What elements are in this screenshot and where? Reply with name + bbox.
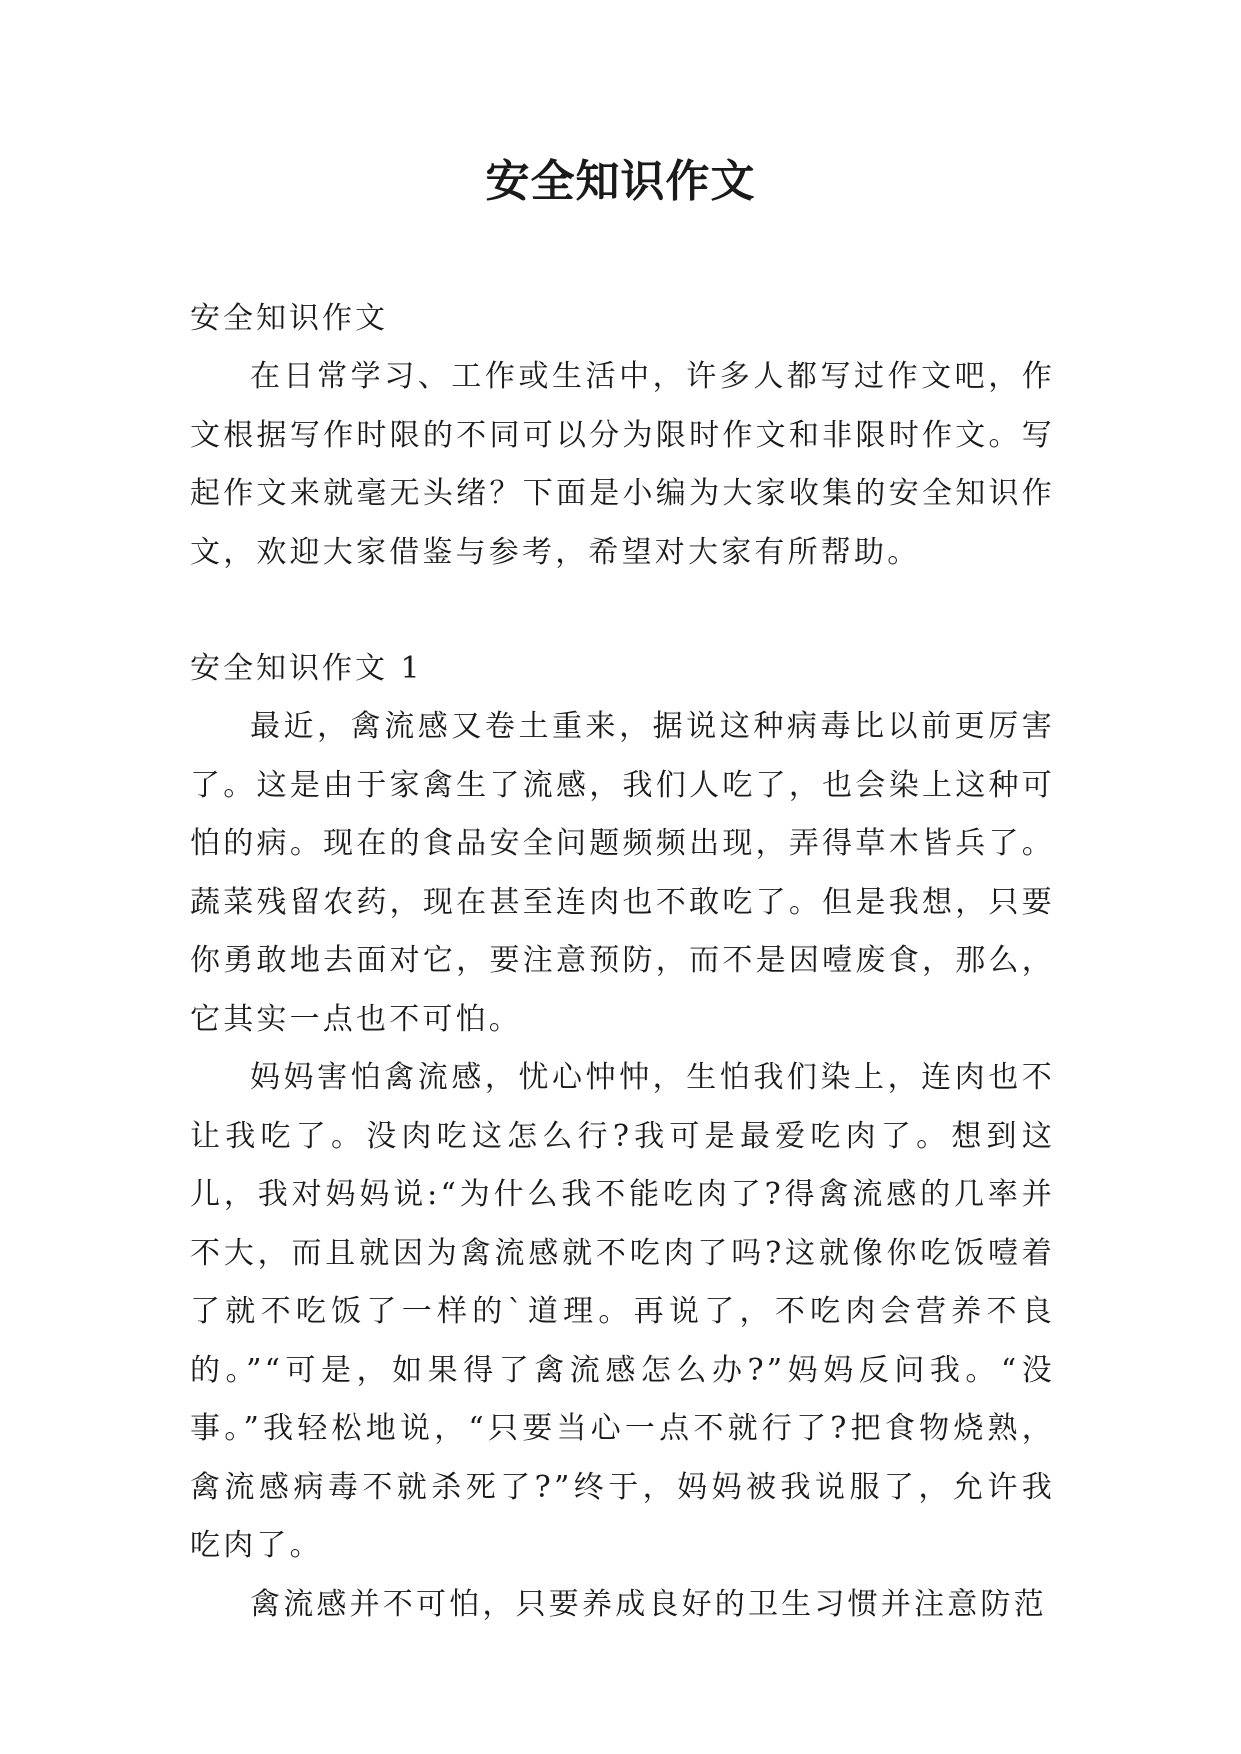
section-spacer bbox=[190, 582, 1055, 640]
section1-paragraph-2: 妈妈害怕禽流感，忧心忡忡，生怕我们染上，连肉也不让我吃了。没肉吃这怎么行?我可是最爱吃肉了。想到这儿，我对妈妈说:“为什么我不能吃肉了?得禽流感的几率并不大，而且就因为禽流感就不吃肉了吗?这就像你吃饭噎着了就不吃饭了一样的`道理。再说了，不吃肉会营养不良的。”“可是，如果得了禽流感怎么办?”妈妈反问我。“没事。”我轻松地说，“只要当心一点不就行了?把食物烧熟，禽流感病毒不就杀死了?”终于，妈妈被我说服了，允许我吃肉了。 bbox=[190, 1060, 1055, 1563]
intro-heading: 安全知识作文 bbox=[190, 301, 388, 336]
document-body bbox=[190, 290, 1055, 1634]
intro-paragraph: 在日常学习、工作或生活中，许多人都写过作文吧，作文根据写作时限的不同可以分为限时作文和非限时作文。写起作文来就毫无头绪？下面是小编为大家收集的安全知识作文，欢迎大家借鉴与参考，希望对大家有所帮助。 bbox=[190, 359, 1055, 570]
document-title: 安全知识作文 bbox=[485, 156, 756, 207]
section1-paragraph-3: 禽流感并不可怕，只要养成良好的卫生习惯并注意防范 bbox=[250, 1586, 1047, 1622]
section1-heading: 安全知识作文 1 bbox=[190, 651, 423, 686]
section1-paragraph-1: 最近，禽流感又卷土重来，据说这种病毒比以前更厉害了。这是由于家禽生了流感，我们人吃了，也会染上这种可怕的病。现在的食品安全问题频频出现，弄得草木皆兵了。蔬菜残留农药，现在甚至连肉也不敢吃了。但是我想，只要你勇敢地去面对它，要注意预防，而不是因噎废食，那么，它其实一点也不可怕。 bbox=[190, 709, 1055, 1037]
